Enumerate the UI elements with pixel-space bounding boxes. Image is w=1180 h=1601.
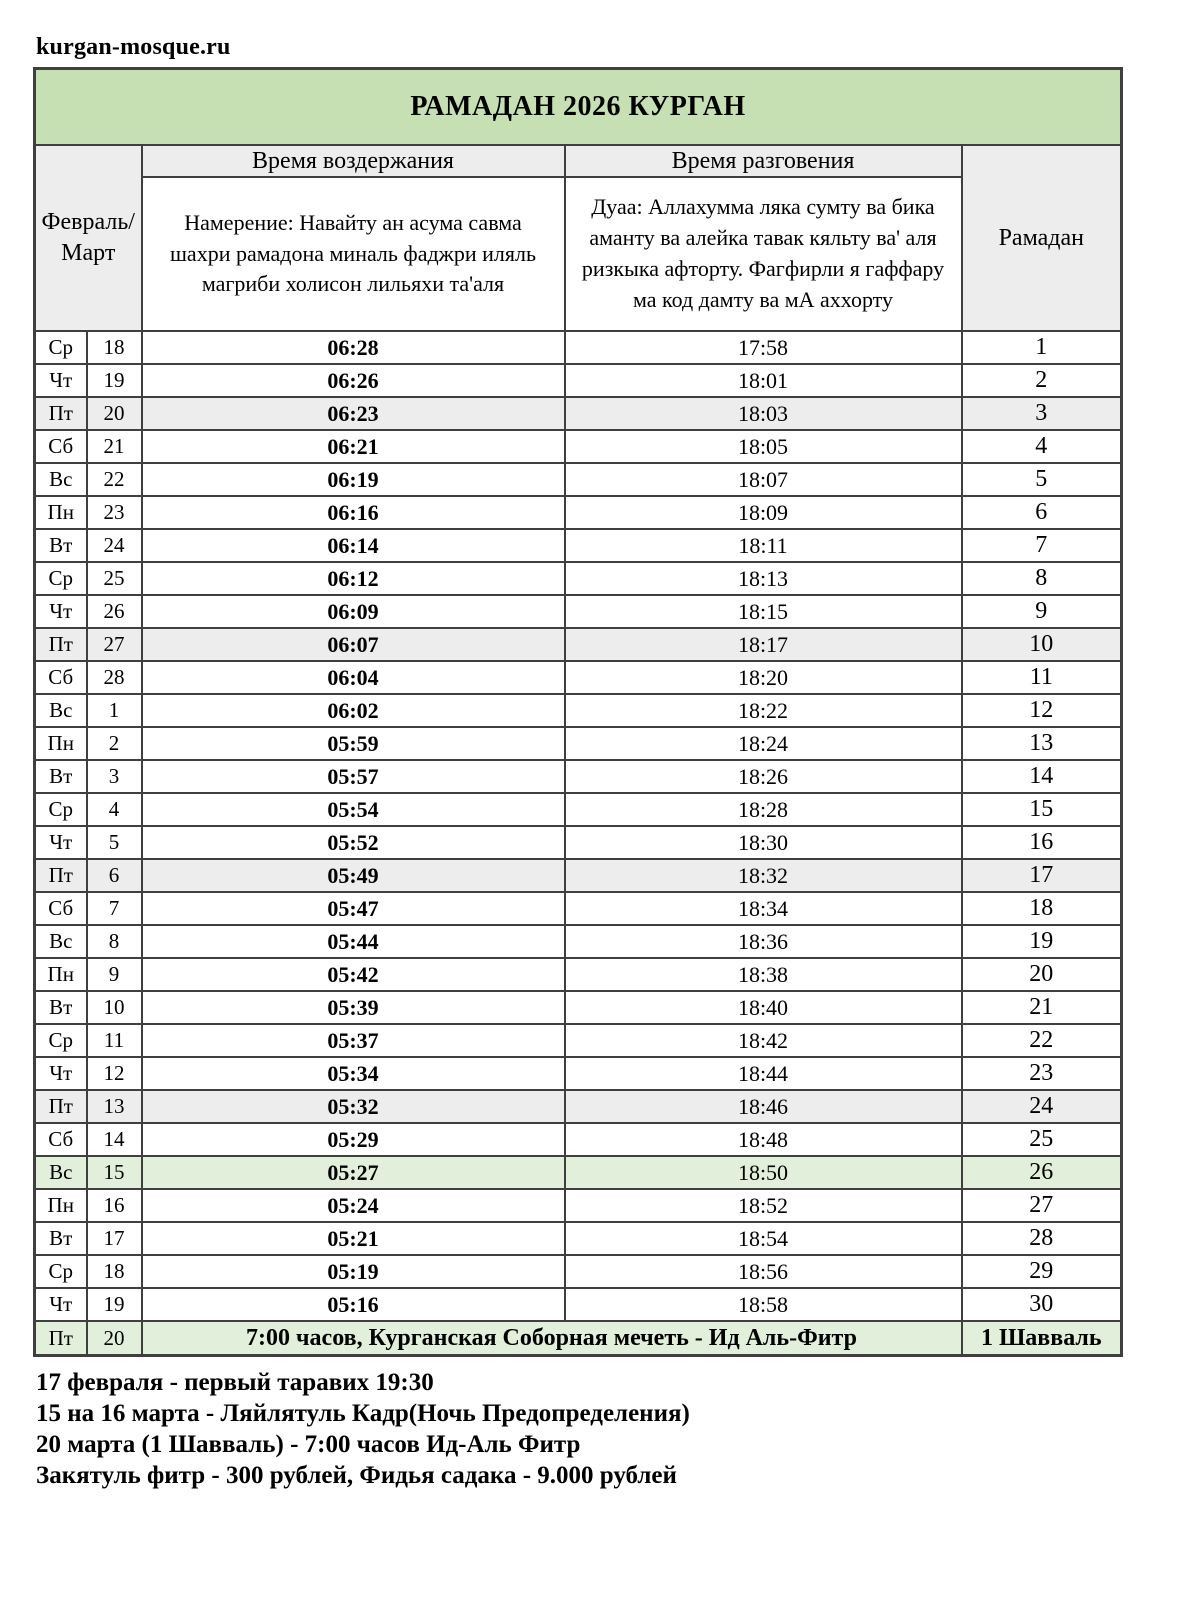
fajr-time-cell: 06:07 — [142, 628, 565, 661]
date-cell: 19 — [87, 1288, 142, 1321]
ramadan-day-cell: 28 — [962, 1222, 1122, 1255]
table-row — [35, 430, 1122, 463]
fajr-time-cell: 05:54 — [142, 793, 565, 826]
ramadan-column-header: Рамадан — [962, 145, 1122, 331]
ramadan-day-cell: 2 — [962, 364, 1122, 397]
ramadan-day-cell: 29 — [962, 1255, 1122, 1288]
table-row — [35, 727, 1122, 760]
eid-row — [35, 1321, 1122, 1356]
date-cell: 6 — [87, 859, 142, 892]
iftar-time-cell: 18:26 — [565, 760, 962, 793]
date-cell: 8 — [87, 925, 142, 958]
ramadan-day-cell: 1 — [962, 331, 1122, 364]
iftar-time-cell: 18:28 — [565, 793, 962, 826]
weekday-cell: Вт — [35, 991, 87, 1024]
fajr-time-cell: 06:21 — [142, 430, 565, 463]
weekday-cell: Пн — [35, 1189, 87, 1222]
fajr-time-cell: 05:24 — [142, 1189, 565, 1222]
weekday-cell: Ср — [35, 331, 87, 364]
page-title: РАМАДАН 2026 КУРГАН — [35, 69, 1122, 146]
note-line: 20 марта (1 Шавваль) - 7:00 часов Ид-Аль Фитр — [36, 1431, 581, 1458]
iftar-time-cell: 18:09 — [565, 496, 962, 529]
date-cell: 23 — [87, 496, 142, 529]
ramadan-day-cell: 27 — [962, 1189, 1122, 1222]
table-row — [35, 991, 1122, 1024]
weekday-cell: Пн — [35, 496, 87, 529]
ramadan-day-cell: 4 — [962, 430, 1122, 463]
table-row — [35, 1189, 1122, 1222]
date-cell: 14 — [87, 1123, 142, 1156]
date-cell: 17 — [87, 1222, 142, 1255]
iftar-time-cell: 18:01 — [565, 364, 962, 397]
weekday-cell: Чт — [35, 364, 87, 397]
fajr-time-cell: 05:59 — [142, 727, 565, 760]
fajr-time-cell: 05:27 — [142, 1156, 565, 1189]
weekday-cell: Ср — [35, 1024, 87, 1057]
fajr-time-cell: 05:19 — [142, 1255, 565, 1288]
date-cell: 7 — [87, 892, 142, 925]
iftar-time-cell: 18:46 — [565, 1090, 962, 1123]
fajr-time-cell: 06:28 — [142, 331, 565, 364]
weekday-cell: Пт — [35, 628, 87, 661]
iftar-time-cell: 18:36 — [565, 925, 962, 958]
month-column-header — [35, 145, 142, 331]
date-cell: 3 — [87, 760, 142, 793]
date-cell: 13 — [87, 1090, 142, 1123]
iftar-time-cell: 18:52 — [565, 1189, 962, 1222]
iftar-time-cell: 18:54 — [565, 1222, 962, 1255]
iftar-time-cell: 18:20 — [565, 661, 962, 694]
table-row — [35, 628, 1122, 661]
note-line: 17 февраля - первый таравих 19:30 — [36, 1369, 434, 1396]
date-cell: 20 — [87, 1321, 142, 1356]
ramadan-day-cell: 5 — [962, 463, 1122, 496]
table-row — [35, 529, 1122, 562]
intention-text: Намерение: Навайту ан асума савма шахри рамадона миналь фаджри иляль магриби холисон лильяхи та'аля — [142, 177, 565, 331]
date-cell: 26 — [87, 595, 142, 628]
ramadan-day-cell: 19 — [962, 925, 1122, 958]
iftar-time-cell: 18:38 — [565, 958, 962, 991]
weekday-cell: Вс — [35, 1156, 87, 1189]
fajr-time-cell: 06:19 — [142, 463, 565, 496]
fajr-time-cell: 05:49 — [142, 859, 565, 892]
date-cell: 25 — [87, 562, 142, 595]
fajr-time-cell: 06:12 — [142, 562, 565, 595]
ramadan-day-cell: 12 — [962, 694, 1122, 727]
weekday-cell: Сб — [35, 430, 87, 463]
date-cell: 15 — [87, 1156, 142, 1189]
date-cell: 9 — [87, 958, 142, 991]
table-row — [35, 958, 1122, 991]
note-line: 15 на 16 марта - Ляйлятуль Кадр(Ночь Предопределения) — [36, 1400, 690, 1427]
table-row — [35, 1024, 1122, 1057]
weekday-cell: Пт — [35, 397, 87, 430]
table-row — [35, 463, 1122, 496]
weekday-cell: Вс — [35, 694, 87, 727]
date-cell: 4 — [87, 793, 142, 826]
table-row — [35, 1123, 1122, 1156]
site-label: kurgan-mosque.ru — [36, 34, 231, 60]
ramadan-day-cell: 21 — [962, 991, 1122, 1024]
table-row — [35, 760, 1122, 793]
fajr-time-cell: 05:47 — [142, 892, 565, 925]
weekday-cell: Вт — [35, 529, 87, 562]
fasting-time-header: Время воздержания — [142, 145, 565, 177]
iftar-time-cell: 18:42 — [565, 1024, 962, 1057]
ramadan-day-cell: 10 — [962, 628, 1122, 661]
iftar-time-header: Время разговения — [565, 145, 962, 177]
ramadan-day-cell: 25 — [962, 1123, 1122, 1156]
weekday-cell: Сб — [35, 661, 87, 694]
fajr-time-cell: 05:32 — [142, 1090, 565, 1123]
ramadan-day-cell: 14 — [962, 760, 1122, 793]
date-cell: 20 — [87, 397, 142, 430]
iftar-time-cell: 18:56 — [565, 1255, 962, 1288]
fajr-time-cell: 06:26 — [142, 364, 565, 397]
table-row — [35, 1156, 1122, 1189]
table-row — [35, 331, 1122, 364]
footer-notes — [36, 1367, 1180, 1491]
ramadan-day-cell: 23 — [962, 1057, 1122, 1090]
iftar-time-cell: 18:34 — [565, 892, 962, 925]
table-row — [35, 364, 1122, 397]
weekday-cell: Пт — [35, 859, 87, 892]
table-row — [35, 1255, 1122, 1288]
date-cell: 1 — [87, 694, 142, 727]
fajr-time-cell: 06:23 — [142, 397, 565, 430]
iftar-time-cell: 18:05 — [565, 430, 962, 463]
table-row — [35, 859, 1122, 892]
iftar-time-cell: 18:15 — [565, 595, 962, 628]
table-row — [35, 1288, 1122, 1321]
title-row — [35, 69, 1122, 146]
iftar-time-cell: 18:24 — [565, 727, 962, 760]
weekday-cell: Сб — [35, 1123, 87, 1156]
iftar-time-cell: 18:13 — [565, 562, 962, 595]
weekday-cell: Сб — [35, 892, 87, 925]
table-row — [35, 661, 1122, 694]
iftar-time-cell: 18:44 — [565, 1057, 962, 1090]
date-cell: 18 — [87, 331, 142, 364]
month-line-1: Февраль/ — [41, 208, 135, 235]
iftar-time-cell: 18:11 — [565, 529, 962, 562]
month-line-2: Март — [61, 240, 116, 266]
table-row — [35, 562, 1122, 595]
table-row — [35, 892, 1122, 925]
ramadan-day-cell: 15 — [962, 793, 1122, 826]
iftar-time-cell: 18:17 — [565, 628, 962, 661]
eid-event-cell: 7:00 часов, Курганская Соборная мечеть - Ид Аль-Фитр — [142, 1321, 962, 1356]
table-row — [35, 595, 1122, 628]
table-row — [35, 826, 1122, 859]
fajr-time-cell: 05:29 — [142, 1123, 565, 1156]
ramadan-day-cell: 3 — [962, 397, 1122, 430]
ramadan-day-cell: 16 — [962, 826, 1122, 859]
ramadan-day-cell: 13 — [962, 727, 1122, 760]
weekday-cell: Вс — [35, 925, 87, 958]
date-cell: 2 — [87, 727, 142, 760]
ramadan-day-cell: 30 — [962, 1288, 1122, 1321]
ramadan-day-cell: 9 — [962, 595, 1122, 628]
fajr-time-cell: 05:34 — [142, 1057, 565, 1090]
fajr-time-cell: 06:09 — [142, 595, 565, 628]
weekday-cell: Ср — [35, 793, 87, 826]
weekday-cell: Вт — [35, 1222, 87, 1255]
ramadan-day-cell: 22 — [962, 1024, 1122, 1057]
iftar-time-cell: 18:32 — [565, 859, 962, 892]
date-cell: 16 — [87, 1189, 142, 1222]
column-header-row — [35, 145, 1122, 177]
weekday-cell: Вс — [35, 463, 87, 496]
date-cell: 21 — [87, 430, 142, 463]
iftar-time-cell: 18:58 — [565, 1288, 962, 1321]
ramadan-day-cell: 7 — [962, 529, 1122, 562]
ramadan-day-cell: 20 — [962, 958, 1122, 991]
ramadan-day-cell: 26 — [962, 1156, 1122, 1189]
date-cell: 12 — [87, 1057, 142, 1090]
fajr-time-cell: 05:52 — [142, 826, 565, 859]
table-row — [35, 694, 1122, 727]
fajr-time-cell: 05:57 — [142, 760, 565, 793]
fajr-time-cell: 05:21 — [142, 1222, 565, 1255]
ramadan-day-cell: 24 — [962, 1090, 1122, 1123]
date-cell: 11 — [87, 1024, 142, 1057]
weekday-cell: Чт — [35, 595, 87, 628]
timetable-body — [35, 331, 1122, 1321]
shawwal-cell: 1 Шавваль — [962, 1321, 1122, 1356]
fajr-time-cell: 05:44 — [142, 925, 565, 958]
iftar-time-cell: 18:30 — [565, 826, 962, 859]
ramadan-day-cell: 18 — [962, 892, 1122, 925]
date-cell: 5 — [87, 826, 142, 859]
date-cell: 24 — [87, 529, 142, 562]
iftar-time-cell: 18:07 — [565, 463, 962, 496]
fajr-time-cell: 06:14 — [142, 529, 565, 562]
iftar-time-cell: 18:48 — [565, 1123, 962, 1156]
ramadan-day-cell: 8 — [962, 562, 1122, 595]
date-cell: 10 — [87, 991, 142, 1024]
weekday-cell: Ср — [35, 562, 87, 595]
iftar-time-cell: 18:40 — [565, 991, 962, 1024]
weekday-cell: Чт — [35, 1057, 87, 1090]
ramadan-day-cell: 6 — [962, 496, 1122, 529]
date-cell: 19 — [87, 364, 142, 397]
iftar-time-cell: 18:50 — [565, 1156, 962, 1189]
weekday-cell: Пт — [35, 1321, 87, 1356]
table-row — [35, 1057, 1122, 1090]
weekday-cell: Пн — [35, 727, 87, 760]
date-cell: 28 — [87, 661, 142, 694]
table-row — [35, 1222, 1122, 1255]
weekday-cell: Пт — [35, 1090, 87, 1123]
table-row — [35, 1090, 1122, 1123]
table-row — [35, 793, 1122, 826]
table-row — [35, 925, 1122, 958]
ramadan-day-cell: 17 — [962, 859, 1122, 892]
note-line: Закятуль фитр - 300 рублей, Фидья садака - 9.000 рублей — [36, 1462, 677, 1489]
fajr-time-cell: 06:16 — [142, 496, 565, 529]
iftar-time-cell: 18:22 — [565, 694, 962, 727]
weekday-cell: Вт — [35, 760, 87, 793]
table-row — [35, 397, 1122, 430]
fajr-time-cell: 06:02 — [142, 694, 565, 727]
weekday-cell: Пн — [35, 958, 87, 991]
dua-text: Дуаа: Аллахумма ляка сумту ва бика аманту ва алейка тавак кяльту ва' аля ризкыка афторту. Фагфирли я гаффару ма код дамту ва мА аххорту — [565, 177, 962, 331]
fajr-time-cell: 05:42 — [142, 958, 565, 991]
weekday-cell: Ср — [35, 1255, 87, 1288]
date-cell: 27 — [87, 628, 142, 661]
ramadan-day-cell: 11 — [962, 661, 1122, 694]
fajr-time-cell: 05:37 — [142, 1024, 565, 1057]
description-row — [35, 177, 1122, 331]
date-cell: 18 — [87, 1255, 142, 1288]
table-row — [35, 496, 1122, 529]
weekday-cell: Чт — [35, 826, 87, 859]
fajr-time-cell: 05:39 — [142, 991, 565, 1024]
iftar-time-cell: 18:03 — [565, 397, 962, 430]
weekday-cell: Чт — [35, 1288, 87, 1321]
date-cell: 22 — [87, 463, 142, 496]
fajr-time-cell: 06:04 — [142, 661, 565, 694]
iftar-time-cell: 17:58 — [565, 331, 962, 364]
ramadan-timetable — [33, 67, 1123, 1357]
fajr-time-cell: 05:16 — [142, 1288, 565, 1321]
